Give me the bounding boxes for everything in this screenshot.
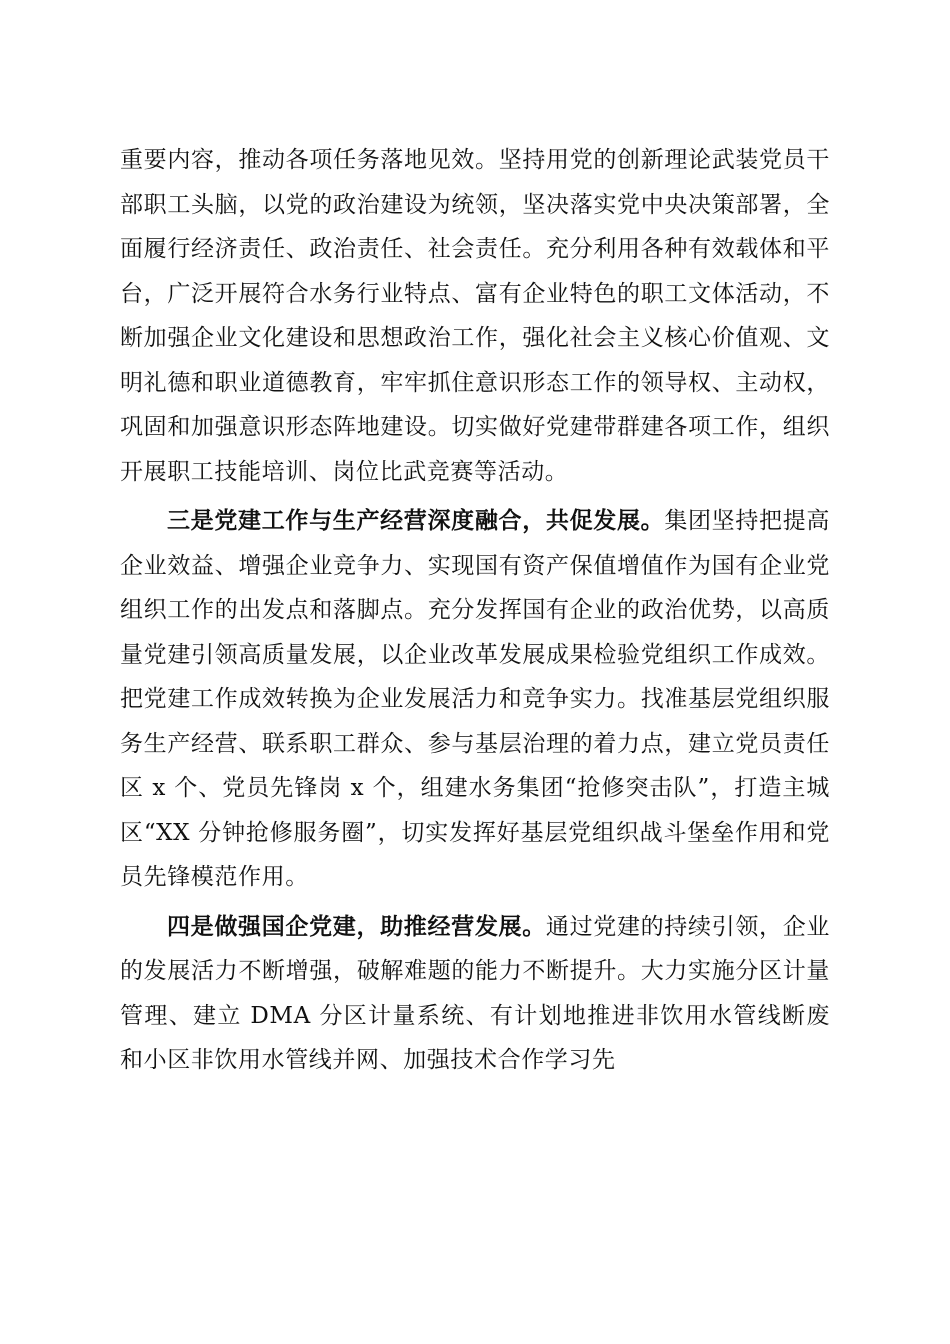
paragraph-3-text: 通过党建的持续引领，企业的发展活力不断增强，破解难题的能力不断提升。大力实施分区计量管理、建立 DMA 分区计量系统、有计划地推进非饮用水管线断废和小区非饮用水管线并网、加强技术合作学习先 bbox=[120, 913, 830, 1073]
paragraph-1 bbox=[120, 138, 830, 494]
paragraph-2-text: 集团坚持把提高企业效益、增强企业竞争力、实现国有资产保值增值作为国有企业党组织工作的出发点和落脚点。充分发挥国有企业的政治优势，以高质量党建引领高质量发展，以企业改革发展成果检验党组织工作成效。把党建工作成效转换为企业发展活力和竞争实力。找准基层党组织服务生产经营、联系职工群众、参与基层治理的着力点，建立党员责任区 x 个、党员先锋岗 x 个，组建水务集团“抢修突击队”，打造主城区“XX 分钟抢修服务圈”，切实发挥好基层党组织战斗堡垒作用和党员先锋模范作用。 bbox=[120, 508, 830, 890]
paragraph-3 bbox=[120, 905, 830, 1083]
document-body bbox=[120, 138, 830, 1083]
paragraph-2 bbox=[120, 499, 830, 900]
paragraph-2-lead: 三是党建工作与生产经营深度融合，共促发展。 bbox=[167, 507, 665, 534]
paragraph-1-text: 重要内容，推动各项任务落地见效。坚持用党的创新理论武装党员干部职工头脑，以党的政治建设为统领，坚决落实党中央决策部署，全面履行经济责任、政治责任、社会责任。充分利用各种有效载体和平台，广泛开展符合水务行业特点、富有企业特色的职工文体活动，不断加强企业文化建设和思想政治工作，强化社会主义核心价值观、文明礼德和职业道德教育，牢牢抓住意识形态工作的领导权、主动权，巩固和加强意识形态阵地建设。切实做好党建带群建各项工作，组织开展职工技能培训、岗位比武竞赛等活动。 bbox=[120, 147, 830, 485]
paragraph-3-lead: 四是做强国企党建，助推经营发展。 bbox=[167, 912, 546, 940]
